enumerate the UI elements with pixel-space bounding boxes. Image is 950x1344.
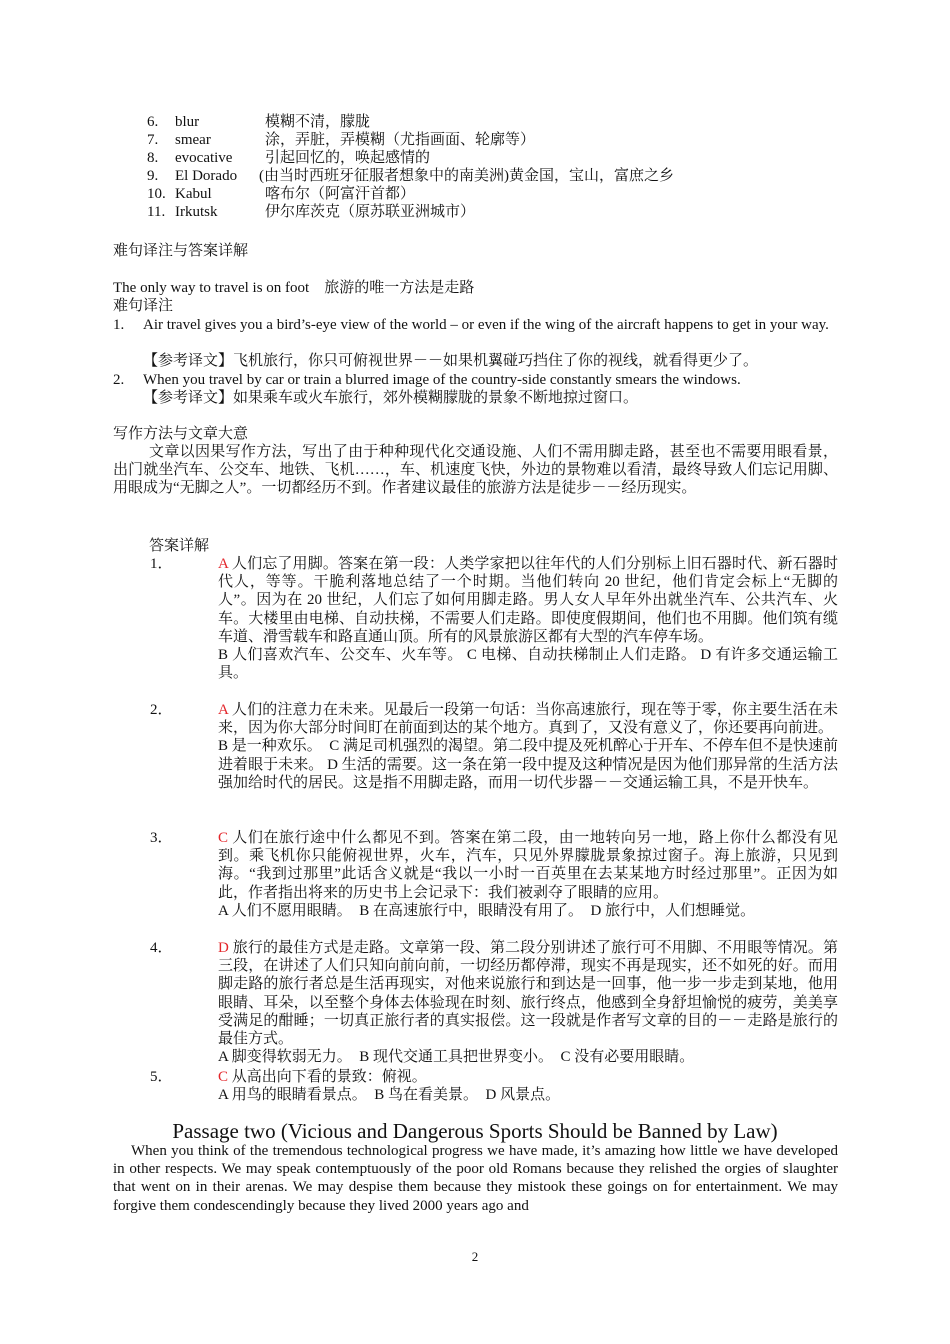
vocab-word: smear (175, 132, 211, 148)
answer-explanation (218, 701, 838, 737)
passage-two-title: Passage two (Vicious and Dangerous Sports Should be Banned by Law) (172, 1119, 778, 1143)
answer-text: 旅行的最佳方式是走路。文章第一段、第二段分别讲述了旅行可不用脚、不用眼等情况。第三段，在讲述了人们只知向前向前，一切经历都停滞，现实不再是现实，还不如死的好。而用脚走路的旅行者总是生活再现实，对他来说旅行和到达是一回事，他一步一步走到某地，他用眼睛、耳朵，以至整个身体去体验现在时刻、旅行终点，他感到全身舒坦愉悦的疲劳，美美享受满足的酣睡；一切真正旅行者的真实报偿。这一段就是作者写文章的目的－－走路是旅行的最佳方式。 (218, 940, 838, 1048)
answer-text: 人们忘了用脚。答案在第一段：人类学家把以往年代的人们分别标上旧石器时代、新石器时代人，等等。干脆利落地总结了一个时期。当他们转向 20 世纪，他们肯定会标上“无脚的人”。因为在 20 世纪，人们忘了如何用脚走路。男人女人早年外出就坐汽车、公共汽车、火车。大楼里由电梯、自动扶梯，不需要人们走路。即使度假期间，他们也不用脚。他们筑有缆车道、滑雪载车和路直通山顶。所有的风景旅游区都有大型的汽车停车场。 (218, 556, 838, 645)
subheading-annotations: 难句译注 (113, 298, 174, 314)
section-heading-difficult: 难句译注与答案详解 (113, 243, 249, 259)
vocab-number: 9. (147, 168, 159, 184)
answer-body (218, 829, 838, 920)
answer-number: 5． (150, 1069, 173, 1085)
answer-other-options: A 人们不愿用眼睛。 B 在高速旅行中，眼睛没有用了。 D 旅行中，人们想睡觉。 (218, 902, 756, 919)
vocab-number: 11. (147, 204, 166, 220)
vocab-meaning: 模糊不清，朦胧 (265, 114, 371, 130)
annotation-number: 2. (113, 372, 125, 388)
answer-body (218, 555, 838, 682)
answer-body (218, 939, 838, 1066)
section-heading-answers: 答案详解 (149, 538, 210, 554)
answer-explanation (218, 555, 838, 646)
answer-number: 3． (150, 830, 173, 846)
passage-one-title: The only way to travel is on foot 旅游的唯一方法是走路 (113, 280, 475, 296)
annotation-english: Air travel gives you a bird’s-eye view of the world – or even if the wing of the aircraft happens to get in your way. (143, 317, 829, 333)
answer-explanation (218, 1068, 838, 1086)
answer-letter: C (218, 830, 229, 846)
vocab-meaning: 伊尔库茨克（原苏联亚洲城市） (265, 204, 476, 220)
annotation-number: 1. (113, 317, 125, 333)
vocab-meaning: 引起回忆的，唤起感情的 (265, 150, 431, 166)
answer-number: 2． (150, 702, 173, 718)
vocab-word: El Dorado (175, 168, 238, 184)
vocab-word: Kabul (175, 186, 212, 202)
writing-summary: 文章以因果写作方法，写出了由于种种现代化交通设施、人们不需用脚走路，甚至也不需要用眼看景，出门就坐汽车、公交车、地铁、飞机……，车、机速度飞快，外边的景物难以看清，最终导致人们忘记用脚、用眼成为“无脚之人”。一切都经历不到。作者建议最佳的旅游方法是徒步－－经历现实。 (113, 444, 838, 497)
answer-number: 4． (150, 940, 173, 956)
answer-other-options: A 用鸟的眼睛看景点。 B 鸟在看美景。 D 风景点。 (218, 1087, 561, 1104)
answer-text: 人们的注意力在未来。见最后一段第一句话：当你高速旅行，现在等于零，你主要生活在未来，因为你大部分时间盯在前面到达的某个地方。真到了，又没有意义了，你还要再向前进。 (218, 702, 838, 737)
annotation-translation: 【参考译文】飞机旅行，你只可俯视世界－－如果机翼碰巧挡住了你的视线，就看得更少了。 (143, 353, 759, 369)
page-number: 2 (471, 1249, 479, 1264)
answer-text: 从高出向下看的景致：俯视。 (228, 1069, 427, 1085)
annotation-translation: 【参考译文】如果乘车或火车旅行，郊外模糊朦胧的景象不断地掠过窗口。 (143, 390, 639, 406)
vocab-word: Irkutsk (175, 204, 218, 220)
annotation-english: When you travel by car or train a blurred image of the country-side constantly smears the windows. (143, 372, 741, 388)
answer-letter: A (218, 702, 229, 718)
answer-number: 1． (150, 556, 173, 572)
vocab-number: 6. (147, 114, 159, 130)
section-heading-writing: 写作方法与文章大意 (113, 426, 249, 442)
vocab-meaning: 涂，弄脏，弄模糊（尤指画面、轮廓等） (265, 132, 536, 148)
answer-letter: A (218, 556, 229, 572)
passage-two-body: When you think of the tremendous technological progress we have made, it’s amazing how little we have developed in other respects. We may speak contemptuously of the poor old Romans because they relished the orgies of slaughter that went on in their arenas. We may despise them because they mistook these goings on for entertainment. We may forgive them condescendingly because they lived 2000 years ago and (113, 1143, 838, 1214)
answer-body (218, 1068, 838, 1104)
answer-other-options: B 人们喜欢汽车、公交车、火车等。 C 电梯、自动扶梯制止人们走路。 D 有许多交通运输工具。 (218, 647, 838, 682)
answer-explanation (218, 939, 838, 1048)
answer-body (218, 701, 838, 792)
answer-letter: C (218, 1069, 229, 1085)
vocab-number: 7. (147, 132, 159, 148)
vocab-word: blur (175, 114, 200, 130)
answer-explanation (218, 829, 838, 902)
vocab-meaning: 喀布尔（阿富汗首都） (265, 186, 416, 202)
answer-other-options: B 是一种欢乐。 C 满足司机强烈的渴望。第二段中提及死机醉心于开车、不停车但不是快速前进着眼于未来。 D 生活的需要。这一条在第一段中提及这种情况是因为他们那异常的生活方法强加给时代的居民。这是指不用脚走路，而用一切代步器－－交通运输工具，不是开快车。 (218, 738, 839, 791)
answer-other-options: A 脚变得软弱无力。 B 现代交通工具把世界变小。 C 没有必要用眼睛。 (218, 1049, 695, 1066)
vocab-word: evocative (175, 150, 233, 166)
vocab-meaning: (由当时西班牙征服者想象中的南美洲)黄金国，宝山，富庶之乡 (259, 168, 674, 184)
vocab-number: 8. (147, 150, 159, 166)
answer-text: 人们在旅行途中什么都见不到。答案在第二段，由一地转向另一地，路上你什么都没有见到。乘飞机你只能俯视世界，火车，汽车，只见外界朦胧景象掠过窗子。海上旅游，只见到海。“我到过那里”此话含义就是“我以一小时一百英里在去某某地方时经过那里”。正因为如此，作者指出将来的历史书上会记录下：我们被剥夺了眼睛的应用。 (218, 830, 838, 901)
answer-letter: D (218, 940, 229, 956)
vocab-number: 10. (147, 186, 166, 202)
